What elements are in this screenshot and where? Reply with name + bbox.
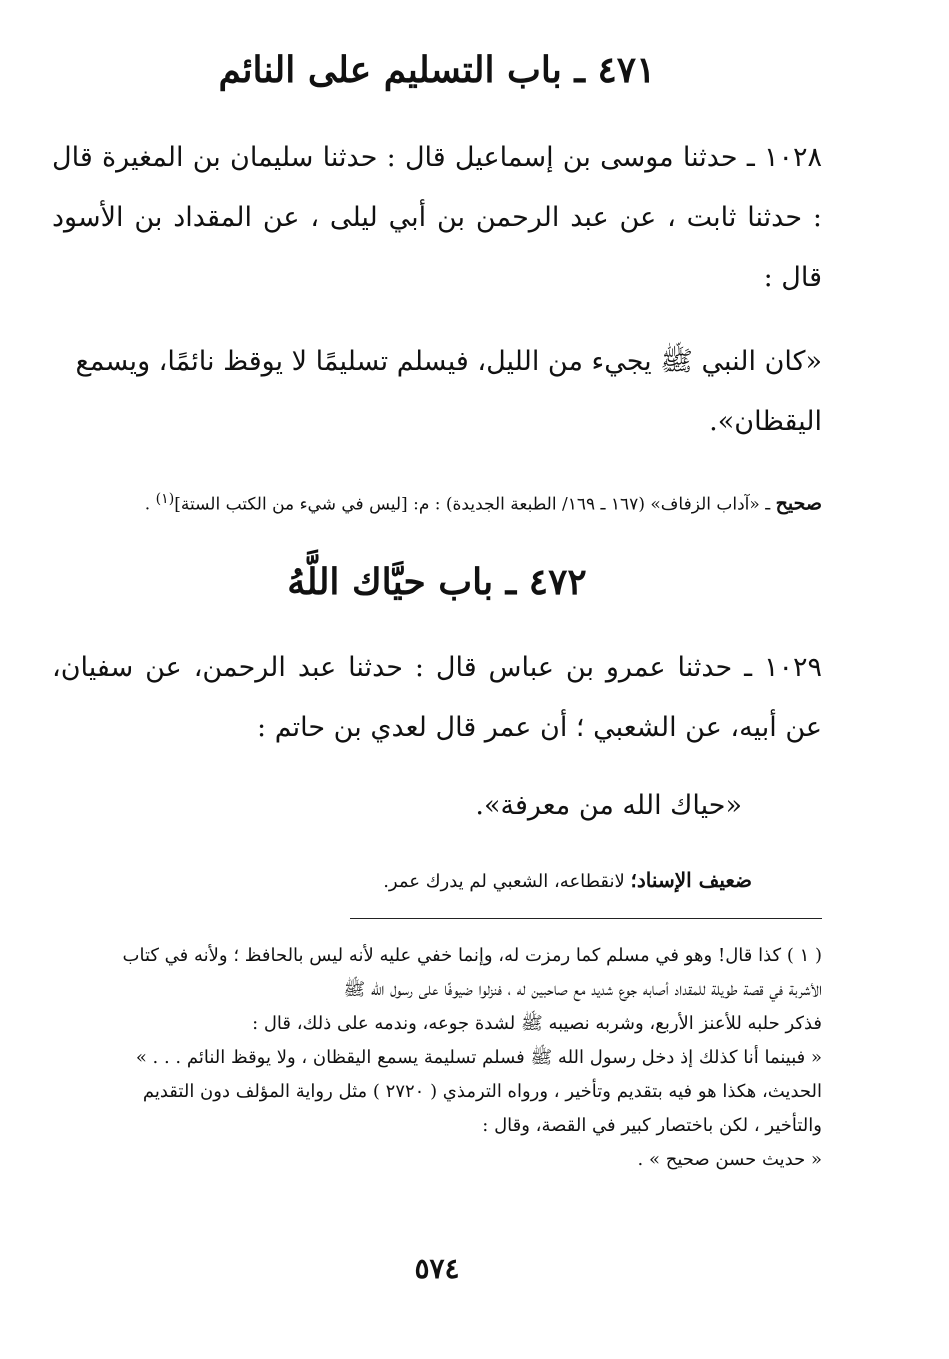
hadith-1028-isnad: ١٠٢٨ ـ حدثنا موسى بن إسماعيل قال : حدثنا سليمان بن المغيرة قال : حدثنا ثابت ، عن عبد الرحمن بن أبي ليلى ، عن المقداد بن الأسود قال : [52, 142, 822, 293]
grade-label: صحيح [775, 492, 822, 515]
hadith-1029-matn: «حياك الله من معرفة». [475, 789, 742, 821]
footnote-ref[interactable]: (١) [155, 491, 175, 507]
footnote-line: « فبينما أنا كذلك إذ دخل رسول الله ﷺ فسلم تسليمة يسمع اليقظان ، ولا يوقظ النائم . . . » [135, 1046, 822, 1068]
grade-text: لانقطاعه، الشعبي لم يدرك عمر. [383, 870, 631, 892]
chapter-heading-471: ٤٧١ ـ باب التسليم على النائم [218, 49, 656, 91]
chapter-heading-472: ٤٧٢ ـ باب حيَّاك اللَّهُ [287, 560, 587, 603]
footnotes [52, 939, 822, 1177]
grade-label: ضعيف الإسناد؛ [630, 867, 752, 892]
footnote-line: « حديث حسن صحيح » . [637, 1148, 822, 1170]
hadith-1028-matn: «كان النبي ﷺ يجيء من الليل، فيسلم تسليمًا لا يوقظ نائمًا، ويسمع اليقظان». [75, 346, 822, 437]
page-number: ٥٧٤ [414, 1252, 460, 1285]
book-page [52, 40, 822, 1340]
footnote-line: فذكر حلبه للأعنز الأربع، وشربه نصيبه ﷺ لشدة جوعه، وندمه على ذلك، قال : [252, 1012, 822, 1034]
hadith-1028-grading [52, 470, 822, 534]
footnote-line: الحديث، هكذا هو فيه بتقديم وتأخير ، ورواه الترمذي ( ٢٧٢٠ ) مثل رواية المؤلف دون التقديم [142, 1080, 822, 1102]
footnote-line: الأشربة في قصة طويلة للمقداد أصابه جوع شديد مع صاحبين له ، فنزلوا ضيوفًا على رسول الله ﷺ [343, 978, 822, 1000]
grade-text: ـ «آداب الزفاف» (١٦٧ ـ ١٦٩/ الطبعة الجديدة) : م: [ليس في شيء من الكتب الستة] [174, 494, 776, 515]
grade-end: . [144, 494, 156, 515]
footnote-divider [350, 918, 822, 919]
footnote-line: ( ١ ) كذا قال! وهو في مسلم كما رمزت له، وإنما خفي عليه لأنه ليس بالحافظ ؛ ولأنه في كتاب [122, 944, 822, 966]
footnote-line: والتأخير ، لكن باختصار كبير في القصة، وقال : [482, 1114, 822, 1136]
hadith-1029-isnad: ١٠٢٩ ـ حدثنا عمرو بن عباس قال : حدثنا عبد الرحمن، عن سفيان، عن أبيه، عن الشعبي ؛ أن عمر قال لعدي بن حاتم : [52, 651, 822, 743]
hadith-1029-grading [52, 860, 822, 902]
